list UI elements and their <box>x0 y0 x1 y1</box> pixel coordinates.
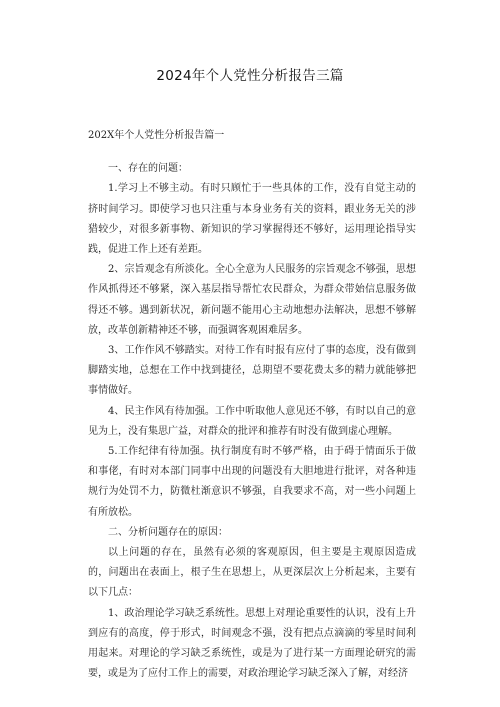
paragraph-3: 3、工作作风不够踏实。对待工作有时报有应付了事的态度，没有做到脚踏实地，总想在工作中找到捷径，总期望不要花费太多的精力就能够把事情做好。 <box>88 345 416 397</box>
document-title: 2024年个人党性分析报告三篇 <box>156 68 344 84</box>
paragraph-4: 4、民主作风有待加强。工作中听取他人意见还不够，有时以自己的意见为上，没有集思广益，对群众的批评和推荐有时没有做到虚心理解。 <box>88 405 416 437</box>
paragraph-causes-intro: 以上问题的存在，虽然有必须的客观原因，但主要是主观原因造成的，问题出在表面上，根子生在思想上，从更深层次上分析起来，主要有以下几点： <box>88 547 416 599</box>
paragraph-1: 1.学习上不够主动。有时只顾忙于一些具体的工作，没有自觉主动的挤时间学习。即使学习也只注重与本身业务有关的资料，跟业务无关的涉猎较少，对很多新事物、新知识的学习掌握得还不够好，运用理论指导实践，促进工作上还有差距。 <box>88 183 416 256</box>
section-subtitle: 202X年个人党性分析报告篇一 <box>88 130 225 141</box>
paragraph-2: 2、宗旨观念有所淡化。全心全意为人民服务的宗旨观念不够强，思想作风抓得还不够紧，深入基层指导帮忙农民群众，为群众带始信息服务做得还不够。遇到新状况，新问题不能用心主动地想办法解决，思想不够解放，改革创新精神还不够，而强调客观困难居多。 <box>88 264 416 336</box>
document-body <box>88 126 416 684</box>
paragraph-5: 5.工作纪律有待加强。执行制度有时不够严格，由于碍于情面乐于做和事佬，有时对本部门同事中出现的问题没有大胆地进行批评，对各种违规行为处罚不力，防微杜渐意识不够强，自我要求不高，对一些小问题上有所放松。 <box>88 446 416 518</box>
paragraph-cause-1: 1、政治理论学习缺乏系统性。思想上对理论重要性的认识，没有上升到应有的高度，停于形式，时间观念不强，没有把点点滴滴的零星时间利用起来。对理论的学习缺乏系统性，或是为了进行某一方面理论研究的需要，或是为了应付工作上的需要，对政治理论学习缺乏深入了解，对经济 <box>88 607 416 680</box>
heading-problems: 一、存在的问题： <box>108 163 188 175</box>
heading-causes: 二、分析问题存在的原因： <box>108 526 228 538</box>
